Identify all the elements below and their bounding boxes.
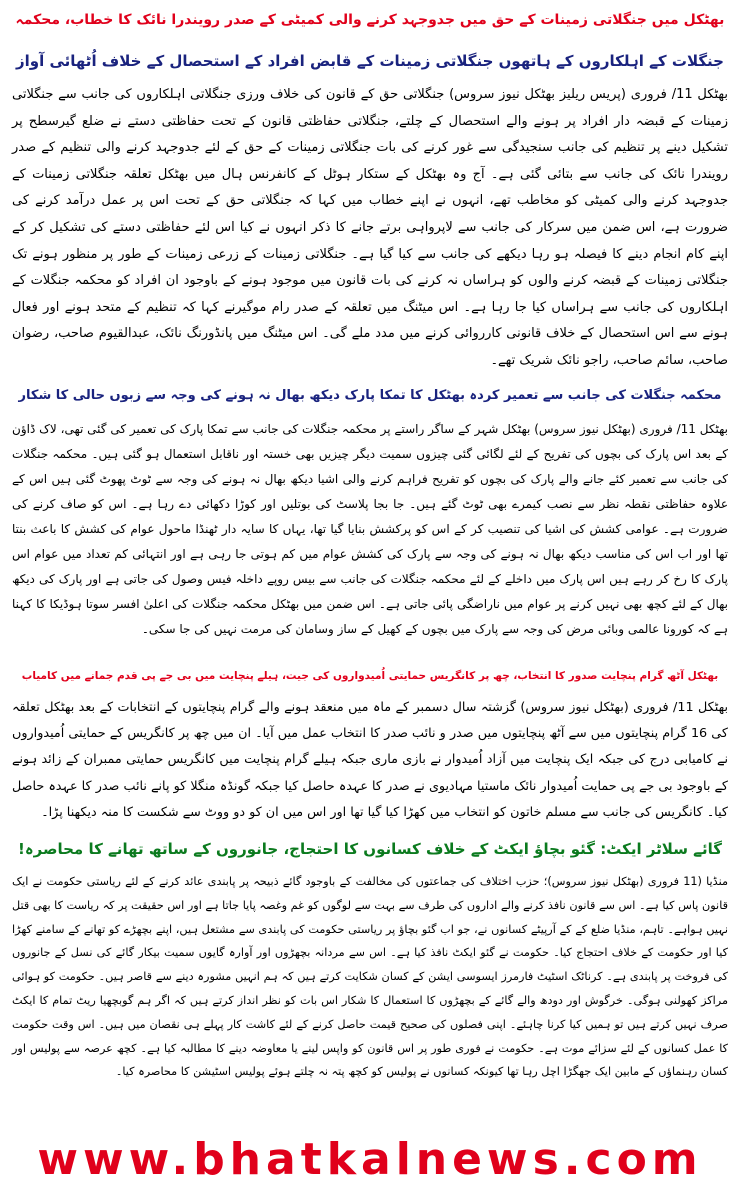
headline-forest-land-committee: بھٹکل میں جنگلاتی زمینات کے حق میں جدوجہد کرنے والی کمیٹی کے صدر رویندرا نائک کا خطاب، محکمہ <box>15 12 725 28</box>
headline-panchayat-elections: بھٹکل آٹھ گرام پنچایت صدور کا انتخاب، چھ پر کانگریس حمایتی اُمیدواروں کی جیت، ہیلے پنچایت میں بی جے پی قدم جمانے میں کامیاب <box>21 670 719 682</box>
article-panchayat-elections: بھٹکل 11/ فروری (بھٹکل نیوز سروس) گزشتہ سال دسمبر کے ماہ میں منعقد ہونے والے گرام پنچایتوں کے انتخابات کے بعد بھٹکل تعلقہ کی 16 گرام پنچایتوں میں سے آٹھ پنچایتوں میں صدر و نائب صدر کا انتخاب عمل میں آیا۔ ان میں چھ پر کانگریس کے حمایتی اُمیدواروں نے کامیابی درج کی جبکہ ایک پنچایت میں آزاد اُمیدوار نے بازی ماری جبکہ ہیلے گرام پنچایت میں کانگریس حمایتی ممبران کے زائد ہونے کے باوجود بی جے پی حمایت اُمیدوار نائک ماستیا مہادیوی نے صدر کا عہدہ حاصل کیا جبکہ گونڈہ منگلا کو پانے نائب صدر کا عہدہ حاصل کیا۔ کانگریس کی جانب سے مسلم خاتون کو انتخاب میں کھڑا کیا گیا تھا اور اس میں ان کو دو ووٹ سے شکست کا منہ دیکھنا پڑا۔ <box>12 700 729 820</box>
headline-cow-slaughter-act: گائے سلاٹر ایکٹ: گئو بچاؤ ایکٹ کے خلاف کسانوں کا احتجاج، جانوروں کے ساتھ تھانے کا محاصرہ! <box>18 840 722 858</box>
headline-forest-officials-exploitation: جنگلات کے اہلکاروں کے ہاتھوں جنگلاتی زمینات کے قابض افراد کے استحصال کے خلاف اُٹھائی آواز <box>16 52 724 70</box>
article-cow-slaughter-act: منڈیا (11 فروری (بھٹکل نیوز سروس)؛ حزب اختلاف کی جماعتوں کی مخالفت کے باوجود گائے ذبیحہ پر پابندی عائد کرنے کے لئے ریاستی حکومت نے ایک قانون پاس کیا ہے۔ اس سے قانون نافذ کرنے والے اداروں کی طرف سے بہت سے لوگوں کو غم وغصہ پایا جاتا ہے اور اس حقیقت پر کہ ریاست کا بھی قتل نہیں ہواہے۔ تاہم، منڈیا ضلع کے کے آرپیٹے کسانوں نے، جو اب گئو بچاؤ پر ریاستی حکومت کی پابندی سے مشتعل ہیں، اپنے بچھڑے کو تھانے کے سامنے کھڑا کیا اور حکومت کے خلاف احتجاج کیا۔ حکومت نے گئو ایکٹ نافذ کیا ہے۔ اس سے مردانہ بچھڑوں اور آوارہ گایوں سمیت بیکار گائے کی نسل کے جانوروں کی فروخت پر پابندی ہے۔ کرناٹک اسٹیٹ فارمرز ایسوسی ایشن کے کسان شکایت کرتے ہیں کہ ہم انہیں مشورہ دینے سے قاصر ہیں۔ حکومت کو ہوائی مراکز کھولنی ہوگی۔ خرگوش اور دودھ والے گائے کے بچھڑوں کا استعمال کا شکار اس بات کو نظر انداز کرتے ہیں کہ اگر ہم گوبچھیا ریٹ تمام کا ایکٹ صرف نہیں کرتے ہیں تو ہمیں کیا کرنا چاہئے۔ اپنی فصلوں کی صحیح قیمت حاصل کرنے کے لئے کاشت کار پہلے ہی نقصان میں ہیں۔ اس وقت حکومت کا عمل کسانوں کے لئے سزائے موت ہے۔ حکومت نے فوری طور پر اس قانون کو واپس لینے یا معاوضہ دینے کا مطالبہ کیا ہے۔ کچھ عرصہ سے پولیس اور کسان رہنماؤں کے مابین ایک جھگڑا اچل رہا تھا کیونکہ کسانوں نے پولیس کو کچھ پتہ نہ چلتے ہوئے پولیس اسٹیشن کا محاصرہ کیا۔ <box>12 875 729 1079</box>
article-tamka-park: بھٹکل 11/ فروری (بھٹکل نیوز سروس) بھٹکل شہر کے ساگر راستے پر محکمہ جنگلات کی جانب سے تمکا پارک کی تعمیر کی گئی تھی، لاک ڈاؤن کے بعد اس پارک کی بچوں کی تفریح کے لئے لگائی گئی چیزوں سمیت دیگر چیزیں بھی خستہ اور ناقابل استعمال ہو گئی ہیں۔ محکمہ جنگلات کی جانب سے تعمیر کئے جانے والے پارک کی بچوں کو تفریح فراہم کرنے والی اشیا دیکھ بھال نہ ہونے کی وجہ سے ٹوٹ پھوٹ گئی ہیں اس کے علاوہ حفاظتی نقطہ نظر سے نصب کیمرے بھی ٹوٹ گئے ہیں۔ جا بجا پلاسٹ کی بوتلیں اور کوڑا دکھائی دے رہا ہے۔ اس کو صاف کرنے کی ضرورت ہے۔ عوامی کشش کی اشیا کی تنصیب کر کے اس کو پرکشش بنایا گیا تھا، یہاں کا سایہ دار ٹھنڈا ماحول عوام کی کشش کا باعث بنتا تھا اور اب اس کی مناسب دیکھ بھال نہ ہونے کی وجہ سے پارک کی کشش عوام میں کم ہوتی جا رہی ہے اور انتہائی کم تعداد میں عوام اس پارک کا رخ کر رہے ہیں اس پارک میں داخلے کے لئے محکمہ جنگلات کی جانب سے بیس روپے داخلہ فیس وصول کی جاتی ہے اور پارک کی دیکھ بھال کے لئے کچھ بھی نہیں کرنے پر عوام میں ناراضگی پائی جاتی ہے۔ اس ضمن میں بھٹکل محکمہ جنگلات کی اعلیٰ افسر سوتا ہوڈیکا کا کہنا ہے کہ کورونا عالمی وبائی مرض کی وجہ سے پارک میں بچوں کے کھیل کے ساز وسامان کی مرمت نہیں کی جا سکی۔ <box>12 422 728 636</box>
article-forest-land-committee: بھٹکل 11/ فروری (پریس ریلیز بھٹکل نیوز سروس) جنگلاتی حق کے قانون کی خلاف ورزی جنگلاتی اہلکاروں کی جانب سے جنگلاتی زمینات کے قبضہ دار افراد پر ہونے والے استحصال کے چلتے، جنگلاتی حفاظتی قانون کے تحت حفاظتی دستے نے ضلع گیرسطح پر تشکیل دینے پر تنظیم کی جانب سنجیدگی سے غور کرنے کی بات جنگلاتی زمینات کے حق کے لئے جدوجہد کرنے والی تنظیم کے صدر رویندرا نائک کی جانب سے بتائی گئی ہے۔ آج وہ بھٹکل کے ستکار ہوٹل کے کانفرنس ہال میں بھٹکل تعلقہ جنگلاتی زمینات کے جدوجہد کرنے والی کمیٹی کو مخاطب تھے، انہوں نے اپنے خطاب میں کہا کہ جنگلاتی حق کے تحت اس پر عمل درآمد کرنے کی ضرورت ہے، اس ضمن میں سرکار کی جانب سے لاپرواہی برتے جانے کا ذکر انہوں نے کیا اس لئے حفاظتی دستے کی تشکیل کر کے اپنے کام انجام دینے کا فیصلہ ہو رہا دیکھے کی جانب سے کیا گیا ہے۔ جنگلاتی زمینات کے زرعی زمینات کے طور پر منظور ہونے تک جنگلاتی زمینات کے قبضہ کرنے والوں کو ہراساں نہ کرنے کی بات قانون میں موجود ہونے کے باوجود ان افراد کو محکمہ جنگلات کے اہلکاروں کی جانب سے ہراساں کیا جا رہا ہے۔ اس میٹنگ میں تعلقہ کے صدر رام موگیرنے کہا کہ تنظیم کے متحد ہونے اور فعال ہونے سے اس استحصال کے خلاف قانونی کارروائی کرنے میں مدد ملے گی۔ اس میٹنگ میں پانڈورنگ نائک، عبدالقیوم صاحب، رضوان صاحب، سائم صاحب، راجو نائک شریک تھے۔ <box>12 87 728 368</box>
headline-tamka-park: محکمہ جنگلات کی جانب سے تعمیر کردہ بھٹکل کا تمکا پارک دیکھ بھال نہ ہونے کی وجہ سے زبوں حالی کا شکار <box>18 388 722 403</box>
footer-website-url: www.bhatkalnews.com <box>37 1134 703 1185</box>
